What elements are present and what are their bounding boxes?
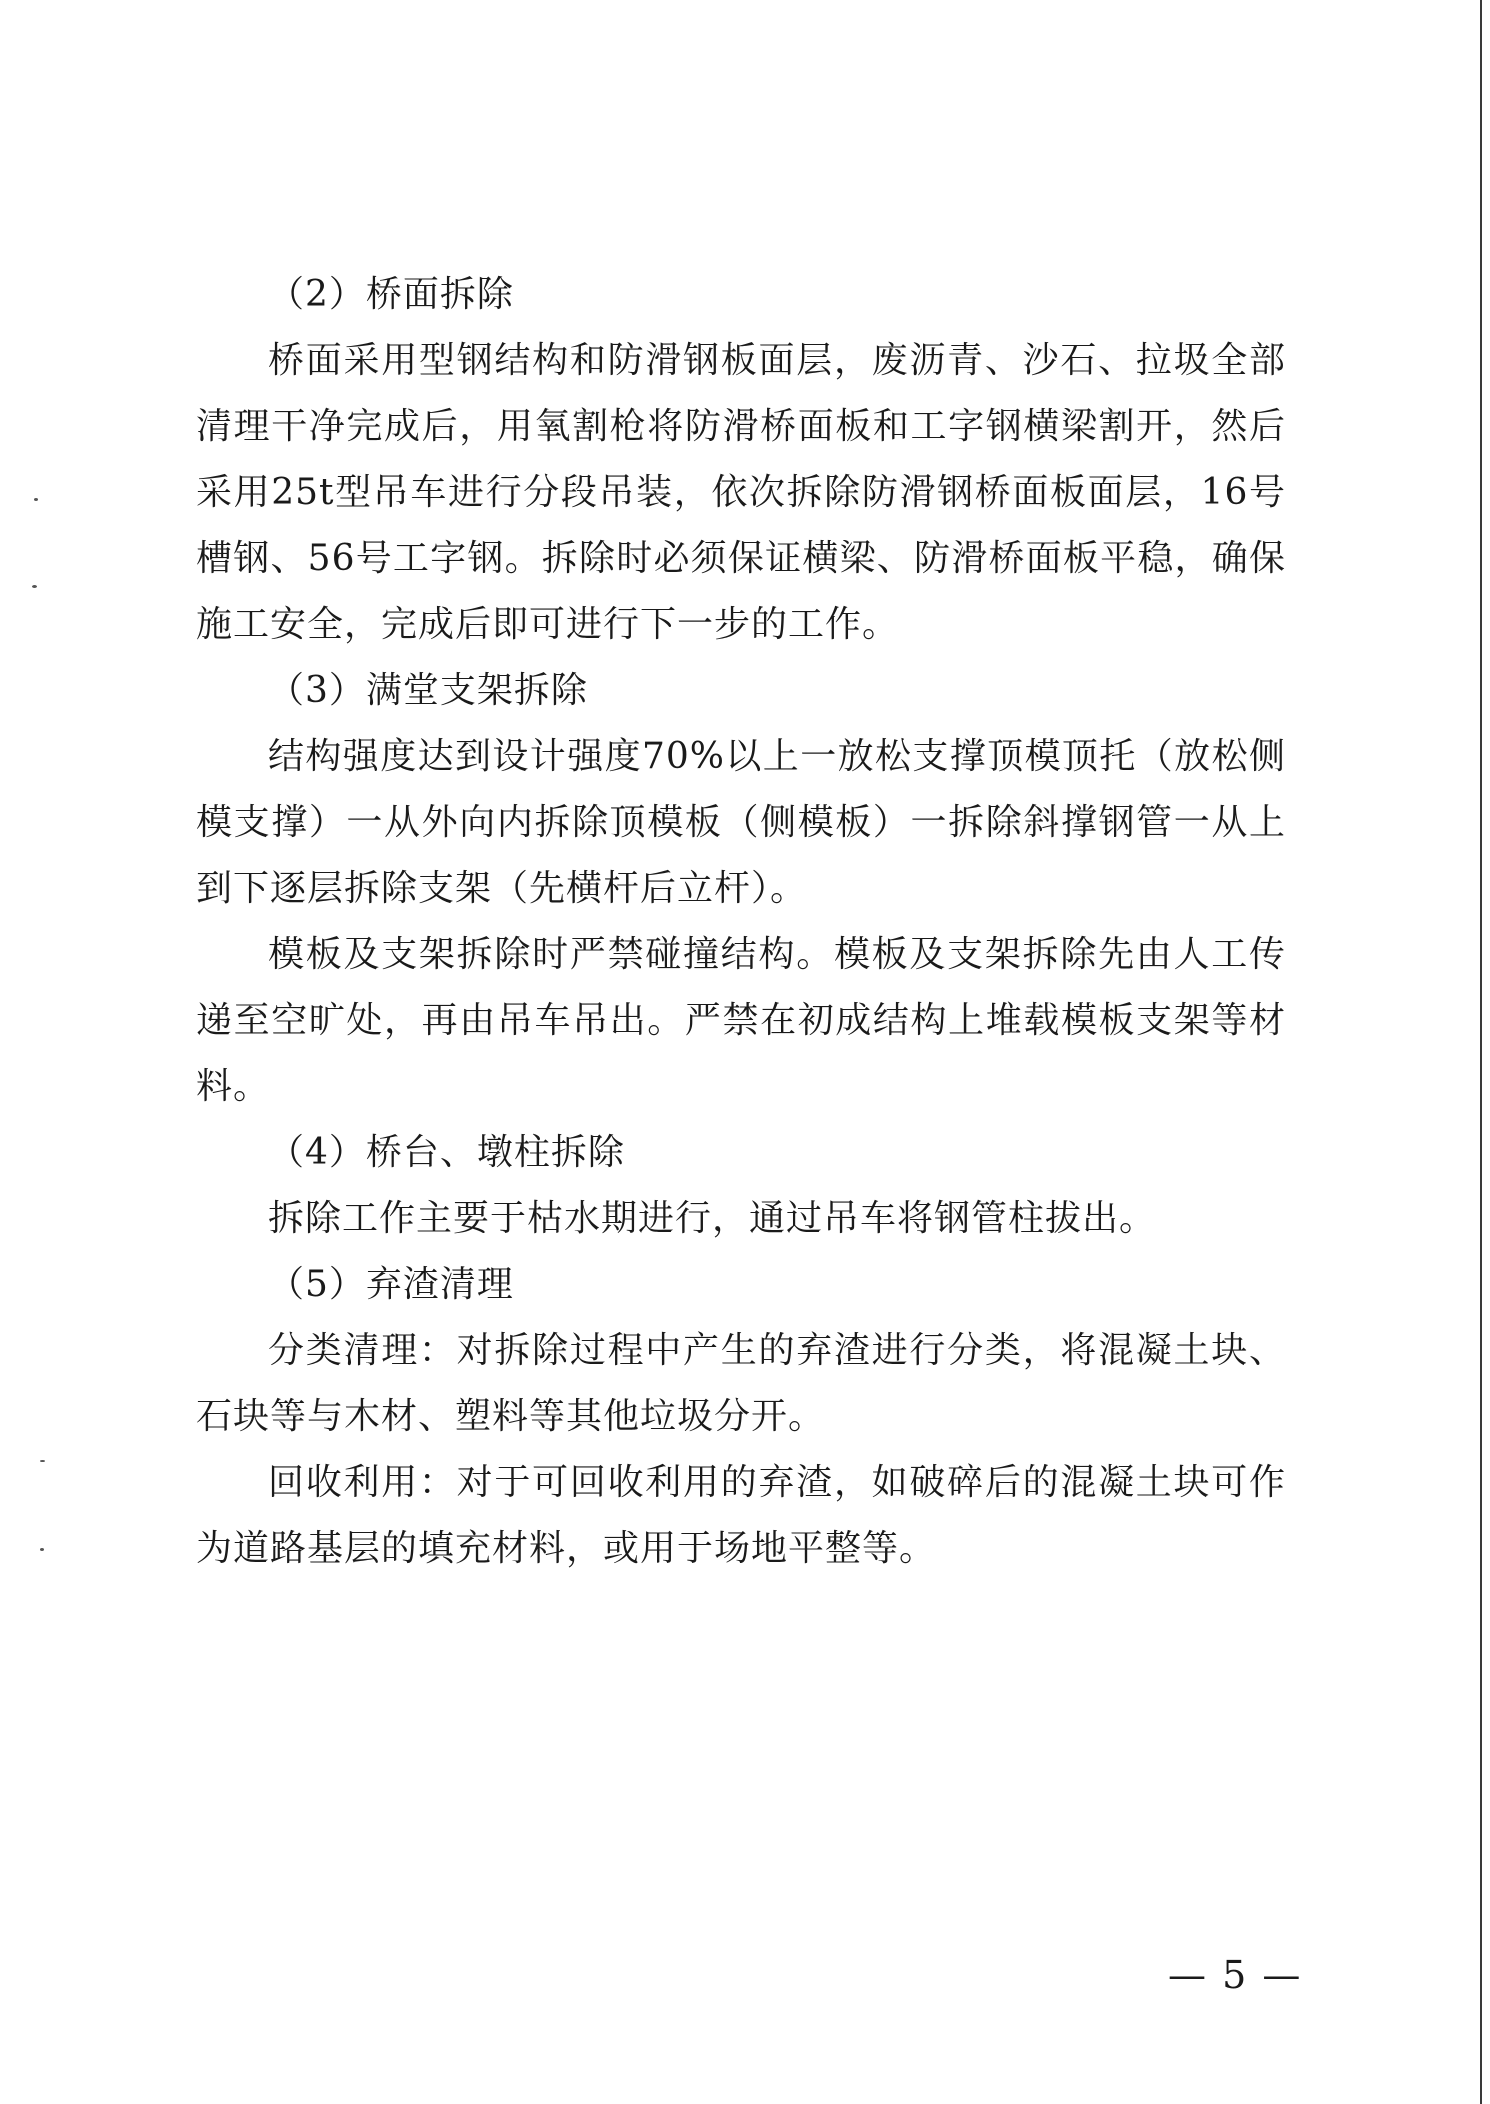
scan-edge-line: [1480, 0, 1482, 2104]
section-heading-full-support: （3）满堂支架拆除: [268, 670, 588, 711]
scan-speck: [40, 1460, 45, 1462]
paragraph-formwork-removal: 模板及支架拆除时严禁碰撞结构。模板及支架拆除先由人工传递至空旷处，再由吊车吊出。严禁在初成结构上堆载模板支架等材料。: [196, 934, 1286, 1107]
scan-speck: [40, 1548, 44, 1551]
section-heading-bridge-deck: （2）桥面拆除: [268, 274, 514, 315]
section-heading-abutment-pier: （4）桥台、墩柱拆除: [268, 1132, 625, 1173]
paragraph-bridge-deck: 桥面采用型钢结构和防滑钢板面层，废沥青、沙石、拉圾全部清理干净完成后，用氧割枪将防滑桥面板和工字钢横梁割开，然后采用25t型吊车进行分段吊装，依次拆除防滑钢桥面板面层，16号槽钢、56号工字钢。拆除时必须保证横梁、防滑桥面板平稳，确保施工安全，完成后即可进行下一步的工作。: [196, 340, 1286, 645]
document-body: [196, 262, 1286, 1582]
scan-speck: [34, 498, 38, 501]
page-number: — 5 —: [1168, 1953, 1303, 1997]
paragraph-support-sequence: 结构强度达到设计强度70%以上一放松支撑顶模顶托（放松侧模支撑）一从外向内拆除顶模板（侧模板）一拆除斜撑钢管一从上到下逐层拆除支架（先横杆后立杆）。: [196, 736, 1286, 909]
paragraph-waste-sorting: 分类清理：对拆除过程中产生的弃渣进行分类，将混凝土块、石块等与木材、塑料等其他垃圾分开。: [196, 1330, 1286, 1437]
section-heading-waste-cleanup: （5）弃渣清理: [268, 1264, 514, 1305]
paragraph-abutment-pier: 拆除工作主要于枯水期进行，通过吊车将钢管柱拔出。: [268, 1198, 1157, 1239]
paragraph-waste-recycling: 回收利用：对于可回收利用的弃渣，如破碎后的混凝土块可作为道路基层的填充材料，或用于场地平整等。: [196, 1462, 1286, 1569]
scan-speck: [32, 585, 37, 588]
